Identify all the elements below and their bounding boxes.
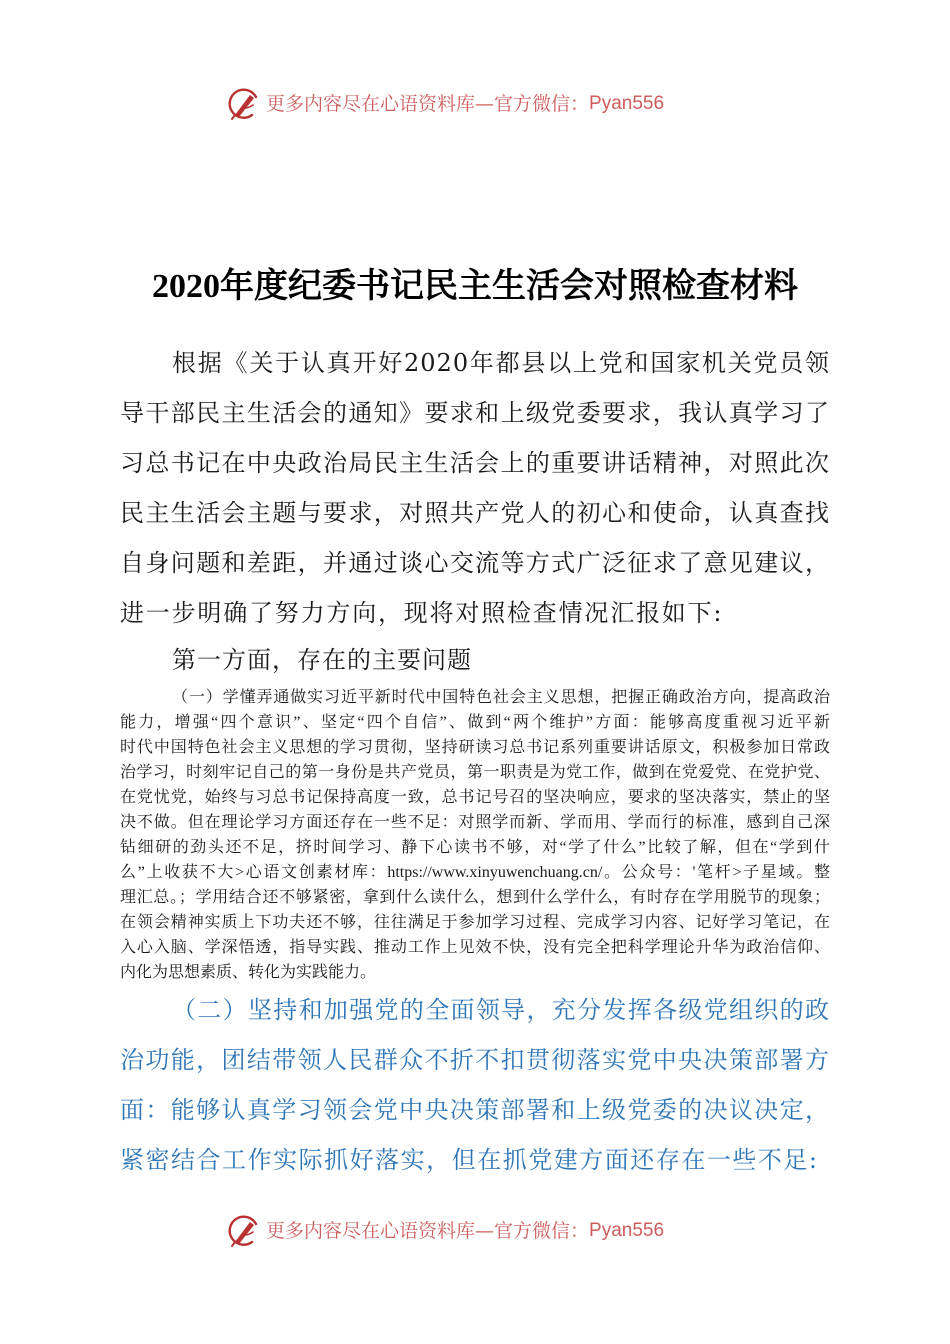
intro-line: 民主生活会主题与要求，对照共产党人的初心和使命，认真查找 <box>120 499 830 527</box>
intro-paragraph <box>120 338 830 638</box>
item-one-line: 在党忧党，始终与习总书记保持高度一致，总书记号召的坚决响应，要求的坚决落实，禁止的坚 <box>120 789 830 806</box>
intro-line: 进一步明确了努力方向，现将对照检查情况汇报如下: <box>120 599 724 627</box>
item-two-line: 治功能，团结带领人民群众不折不扣贯彻落实党中央决策部署方 <box>120 1046 830 1074</box>
item-one-line: 入心入脑、学深悟透，指导实践、推动工作上见效不快，没有完全把科学理论升华为政治信仰、 <box>120 939 830 956</box>
item-two-line: 紧密结合工作实际抓好落实，但在抓党建方面还存在一些不足: <box>120 1146 818 1174</box>
item-two-line: 面：能够认真学习领会党中央决策部署和上级党委的决议决定， <box>120 1096 830 1124</box>
item-one-line: 内化为思想素质、转化为实践能力。 <box>120 964 377 981</box>
item-one-line: 能力，增强“四个意识”、坚定“四个自信”、做到“两个维护”方面：能够高度重视习近平新 <box>120 714 830 731</box>
intro-line: 根据《关于认真开好2020年都县以上党和国家机关党员领 <box>172 349 830 377</box>
item-one-line: 治学习，时刻牢记自己的第一身份是共产党员，第一职责是为党工作，做到在党爱党、在党护党、 <box>120 764 830 781</box>
footer-watermark <box>226 1211 664 1251</box>
item-two-line: （二）坚持和加强党的全面领导，充分发挥各级党组织的政 <box>172 996 830 1024</box>
item-one-paragraph <box>120 685 830 985</box>
item-one-line: 么”上收获不大>心语文创素材库：https://www.xinyuwenchuang.cn/。公众号：'笔杆>子星域。整 <box>120 864 830 881</box>
document-title: 2020年度纪委书记民主生活会对照检查材料 <box>152 268 798 305</box>
item-one-line: 理汇总。；学用结合还不够紧密，拿到什么读什么，想到什么学什么，有时存在学用脱节的现象； <box>120 889 830 906</box>
item-two-paragraph <box>120 985 830 1185</box>
item-one-line: 时代中国特色社会主义思想的学习贯彻，坚持研读习总书记系列重要讲话原文，积极参加日常政 <box>120 739 830 756</box>
intro-line: 自身问题和差距，并通过谈心交流等方式广泛征求了意见建议， <box>120 549 830 577</box>
item-one-line: 决不做。但在理论学习方面还存在一些不足：对照学而新、学而用、学而行的标准，感到自己深 <box>120 814 830 831</box>
intro-line: 导干部民主生活会的通知》要求和上级党委要求，我认真学习了 <box>120 399 830 427</box>
watermark-wechat-id: Pyan556 <box>589 1220 665 1241</box>
watermark-wechat-id: Pyan556 <box>589 93 665 114</box>
pen-logo-icon <box>226 1213 262 1249</box>
watermark-text: 更多内容尽在心语资料库—官方微信： <box>266 93 590 115</box>
item-one-line: 钻细研的劲头还不足，挤时间学习、静下心读书不够，对“学了什么”比较了解，但在“学到什 <box>120 839 830 856</box>
item-one-line: （一）学懂弄通做实习近平新时代中国特色社会主义思想，把握正确政治方向，提高政治 <box>172 689 830 706</box>
pen-logo-icon <box>226 86 262 122</box>
intro-line: 习总书记在中央政治局民主生活会上的重要讲话精神，对照此次 <box>120 449 830 477</box>
watermark-text: 更多内容尽在心语资料库—官方微信： <box>266 1220 590 1242</box>
header-watermark <box>226 84 664 124</box>
section-heading: 第一方面，存在的主要问题 <box>172 646 472 674</box>
item-one-line: 在领会精神实质上下功夫还不够，往往满足于参加学习过程、完成学习内容、记好学习笔记，在 <box>120 914 830 931</box>
